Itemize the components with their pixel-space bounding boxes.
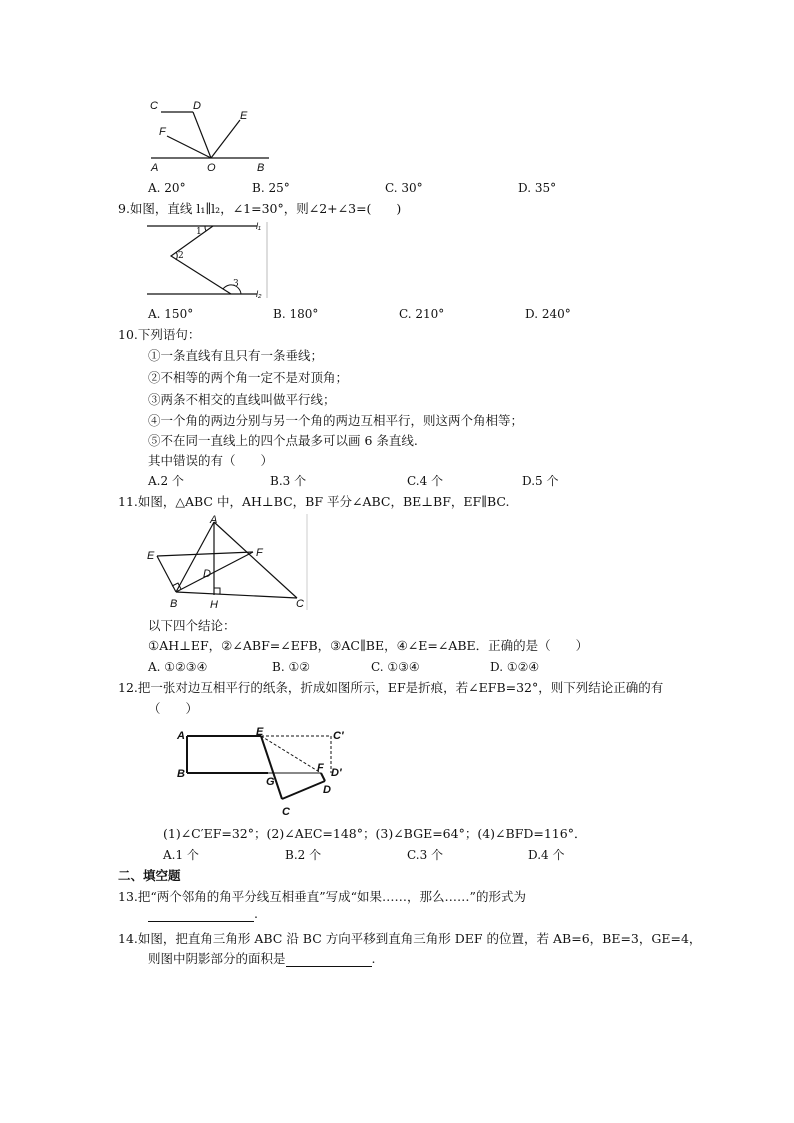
figure-q12 (175, 726, 355, 826)
fig8-label-B: B (257, 162, 265, 174)
q12-option-a[interactable]: A.1 个 (163, 848, 199, 862)
fig11-label-D: D (203, 568, 211, 580)
fig11-label-A: A (210, 514, 218, 526)
fig8-label-A: A (151, 162, 159, 174)
fig12-label-A: A (177, 730, 185, 742)
fig12-label-C1: C′ (333, 730, 344, 742)
q11-option-a[interactable]: A. ①②③④ (148, 660, 208, 674)
q10-question: 其中错误的有（ ） (148, 453, 274, 468)
q11-stem: 11.如图，△ABC 中，AH⊥BC，BF 平分∠ABC，BE⊥BF，EF∥BC. (118, 494, 510, 509)
fig11-label-F: F (256, 547, 263, 559)
fig9-label-l2: l₂ (256, 289, 262, 299)
fig12-label-G: G (266, 776, 275, 788)
q10-stem: 10.下列语句： (118, 327, 201, 342)
q14-line2 (148, 951, 376, 967)
q11-option-d[interactable]: D. ①②④ (490, 660, 540, 674)
q8-option-b[interactable]: B. 25° (252, 181, 290, 195)
q10-item-5: ⑤不在同一直线上的四个点最多可以画 6 条直线. (148, 433, 418, 448)
q11-conclusions: ①AH⊥EF，②∠ABF=∠EFB，③AC∥BE，④∠E=∠ABE．正确的是（ ） (148, 638, 589, 653)
fig12-label-F: F (317, 762, 324, 774)
fig8-label-C: C (150, 100, 158, 112)
fig12-label-C: C (282, 806, 290, 818)
fig11-label-E: E (147, 550, 155, 562)
q12-statements: (1)∠C′EF=32°；(2)∠AEC=148°；(3)∠BGE=64°；(4)∠BFD=116°． (163, 826, 587, 841)
fig12-label-E: E (256, 726, 264, 738)
fig11-label-H: H (210, 599, 218, 611)
q13-answer-line (148, 906, 258, 922)
q12-option-c[interactable]: C.3 个 (407, 848, 444, 862)
q10-option-a[interactable]: A.2 个 (148, 474, 184, 488)
q10-option-c[interactable]: C.4 个 (407, 474, 444, 488)
fig8-label-F: F (159, 126, 166, 138)
q10-option-b[interactable]: B.3 个 (270, 474, 307, 488)
fig8-label-E: E (240, 110, 248, 122)
fig9-label-3: 3 (233, 279, 239, 289)
q11-option-c[interactable]: C. ①③④ (371, 660, 420, 674)
fig9-label-l1: l₁ (256, 221, 261, 231)
q11-option-b[interactable]: B. ①② (272, 660, 310, 674)
q14-line2-text: 则图中阴影部分的面积是 (148, 951, 286, 966)
q10-item-4: ④一个角的两边分别与另一个角的两边互相平行，则这两个角相等； (148, 413, 524, 428)
q13-stem: 13.把“两个邻角的角平分线互相垂直”写成“如果……，那么……”的形式为 (118, 889, 526, 904)
q10-item-1: ①一条直线有且只有一条垂线； (148, 348, 324, 363)
fig9-label-2: 2 (178, 251, 184, 261)
q10-option-d[interactable]: D.5 个 (522, 474, 559, 488)
fig12-label-D1: D′ (331, 767, 342, 779)
q9-option-b[interactable]: B. 180° (273, 307, 319, 321)
q14-blank[interactable] (286, 953, 372, 967)
q9-option-c[interactable]: C. 210° (399, 307, 445, 321)
q12-stem: 12.把一张对边互相平行的纸条，折成如图所示，EF是折痕，若∠EFB=32°，则下列结论正确的有 (118, 680, 664, 695)
q8-option-d[interactable]: D. 35° (518, 181, 557, 195)
q9-option-d[interactable]: D. 240° (525, 307, 571, 321)
q12-option-b[interactable]: B.2 个 (285, 848, 322, 862)
section-title-fill-in: 二、填空题 (118, 868, 181, 883)
q9-stem: 9.如图，直线 l₁∥l₂，∠1=30°，则∠2+∠3=( ) (118, 201, 402, 216)
fig12-label-D: D (323, 784, 331, 796)
q13-blank[interactable] (148, 908, 254, 922)
q8-option-a[interactable]: A. 20° (148, 181, 186, 195)
fig8-label-D: D (193, 100, 201, 112)
q9-option-a[interactable]: A. 150° (148, 307, 194, 321)
fig8-label-O: O (207, 162, 216, 174)
fig11-label-B: B (170, 598, 178, 610)
q12-paren: （ ） (148, 701, 199, 716)
fig12-label-B: B (177, 768, 185, 780)
q10-item-3: ③两条不相交的直线叫做平行线； (148, 392, 336, 407)
q14-tail: . (371, 951, 376, 966)
q13-tail: . (254, 906, 258, 921)
q14-stem: 14.如图，把直角三角形 ABC 沿 BC 方向平移到直角三角形 DEF 的位置，若 AB=6，BE=3，GE=4， (118, 931, 702, 946)
fig9-label-1: 1 (196, 227, 202, 237)
q12-option-d[interactable]: D.4 个 (528, 848, 565, 862)
q10-item-2: ②不相等的两个角一定不是对顶角； (148, 370, 349, 385)
q11-conclusion-title: 以下四个结论： (148, 618, 236, 633)
q8-option-c[interactable]: C. 30° (385, 181, 423, 195)
fig11-label-C: C (296, 598, 304, 610)
